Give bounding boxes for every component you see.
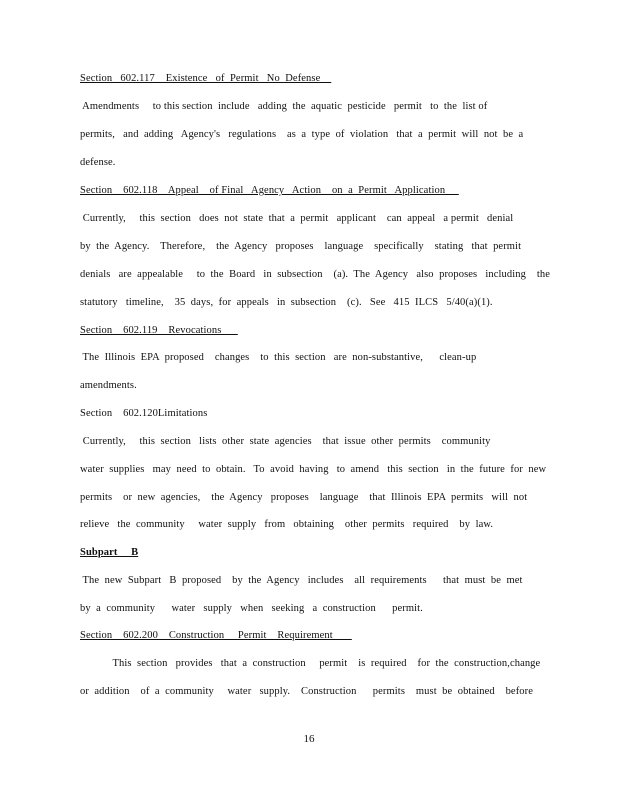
- paragraph-line: Currently, this section does not state that a permit applicant can appeal a permit denial: [80, 213, 514, 224]
- section-heading-602-118: Section 602.118 Appeal of Final Agency Action on a Permit Application: [80, 185, 459, 196]
- paragraph-line: permits or new agencies, the Agency proposes language that Illinois EPA permits will not: [80, 492, 528, 503]
- section-heading-602-117: Section 602.117 Existence of Permit No Defense: [80, 73, 332, 84]
- paragraph-line: Amendments to this section include adding the aquatic pesticide permit to the list of: [80, 101, 488, 112]
- paragraph-line: relieve the community water supply from obtaining other permits required by law.: [80, 519, 494, 530]
- page-number: 16: [303, 733, 315, 745]
- paragraph-line: Currently, this section lists other state agencies that issue other permits community: [80, 436, 491, 447]
- section-heading-602-200: Section 602.200 Construction Permit Requirement: [80, 630, 352, 641]
- paragraph-line: defense.: [80, 157, 116, 168]
- section-heading-602-119: Section 602.119 Revocations: [80, 325, 238, 336]
- paragraph-line: amendments.: [80, 380, 137, 391]
- paragraph-line: The Illinois EPA proposed changes to this section are non-substantive, clean-up: [80, 352, 477, 363]
- paragraph-line: permits, and adding Agency's regulations as a type of violation that a permit will not be a: [80, 129, 524, 140]
- paragraph-line: denials are appealable to the Board in subsection (a). The Agency also proposes including the: [80, 269, 550, 280]
- paragraph-line: The new Subpart B proposed by the Agency includes all requirements that must be met: [80, 575, 523, 586]
- paragraph-line: This section provides that a construction permit is required for the construction,change: [80, 658, 541, 669]
- paragraph-line: or addition of a community water supply. Construction permits must be obtained before: [80, 686, 534, 697]
- section-heading-602-120: Section 602.120Limitations: [80, 408, 208, 419]
- paragraph-line: by a community water supply when seeking a construction permit.: [80, 603, 423, 614]
- paragraph-line: statutory timeline, 35 days, for appeals in subsection (c). See 415 ILCS 5/40(a)(1).: [80, 297, 493, 308]
- subpart-heading: Subpart B: [80, 547, 139, 558]
- paragraph-line: by the Agency. Therefore, the Agency proposes language specifically stating that permit: [80, 241, 522, 252]
- paragraph-line: water supplies may need to obtain. To avoid having to amend this section in the future for new: [80, 464, 547, 475]
